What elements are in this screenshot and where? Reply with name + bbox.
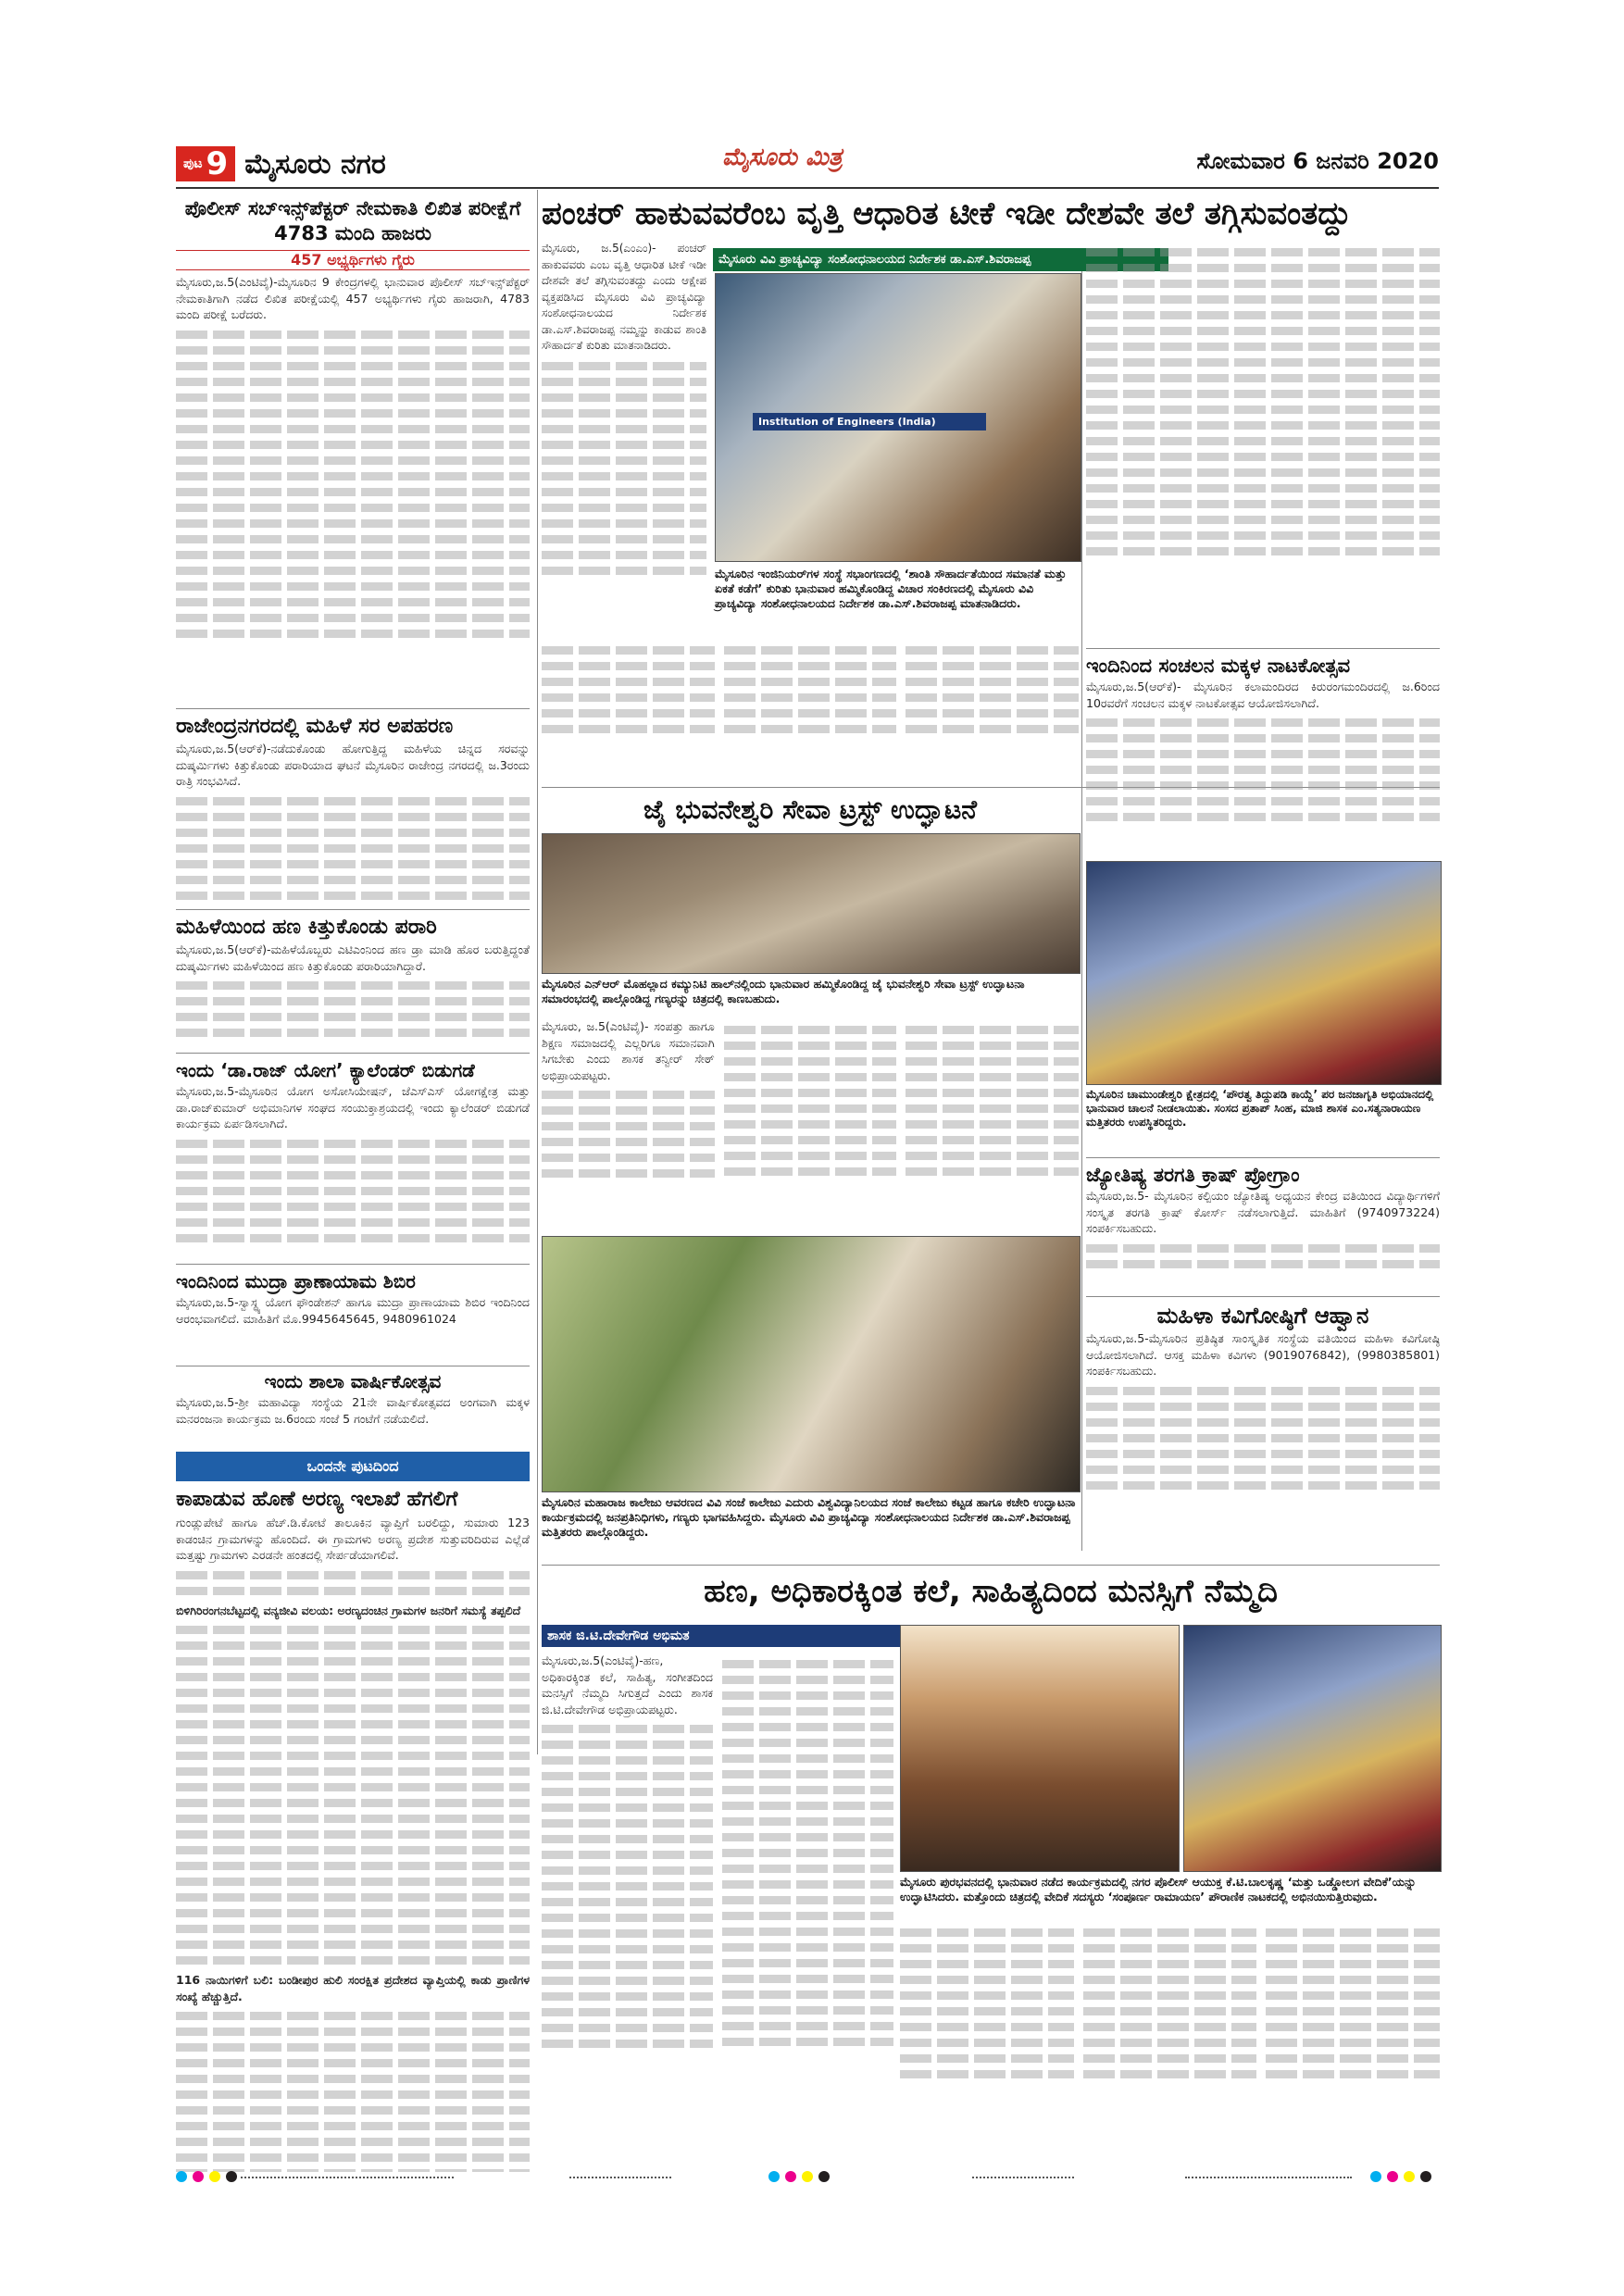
- article-lead: ಗುಂಡ್ಲುಪೇಟೆ ಹಾಗೂ ಹೆಚ್.ಡಿ.ಕೋಟೆ ತಾಲೂಕಿನ ವ್ಯಾಪ್ತಿಗೆ ಬರಲಿದ್ದು, ಸುಮಾರು 123 ಕಾಡಂಚಿನ ಗ್ರಾಮಗಳನ್ನು ಹೊಂದಿದೆ. ಈ ಗ್ರಾಮಗಳು ಅರಣ್ಯ ಪ್ರದೇಶ ಸುತ್ತುವರಿದಿರುವ ಎಲ್ಲೆಡೆ ಮತ್ತಷ್ಟು ಗ್ರಾಮಗಳು ಎರಡನೇ ಹಂತದಲ್ಲಿ ಸೇರ್ಪಡೆಯಾಗಲಿವೆ.: [176, 1516, 530, 1562]
- magenta-mark: [193, 2171, 204, 2182]
- bhuvaneshwari-article-body: [542, 1018, 1079, 1231]
- art-article-left: [542, 1653, 893, 2152]
- divider: [176, 909, 530, 910]
- mudra-camp-article: [176, 1268, 530, 1359]
- article-body: [176, 741, 530, 907]
- police-exam-article: [176, 196, 530, 709]
- photo-banner-text: Institution of Engineers (India): [753, 413, 986, 430]
- yellow-mark: [209, 2171, 220, 2182]
- cyan-mark: [1370, 2171, 1381, 2182]
- puncture-article-lower: [542, 639, 1079, 782]
- article-body: [176, 1515, 530, 2172]
- masthead-rule: [176, 187, 1439, 189]
- photo-caption: ಮೈಸೂರಿನ ಇಂಜಿನಿಯರ್‌ಗಳ ಸಂಸ್ಥೆ ಸಭಾಂಗಣದಲ್ಲಿ ‘ಶಾಂತಿ ಸೌಹಾರ್ದತೆಯಿಂದ ಸಮಾನತೆ ಮತ್ತು ಏಕತೆ ಕಡೆಗೆ’ ಕುರಿತು ಭಾನುವಾರ ಹಮ್ಮಿಕೊಂಡಿದ್ದ ವಿಚಾರ ಸಂಕಿರಣದಲ್ಲಿ ಮೈಸೂರು ವಿವಿ ಪ್ರಾಚ್ಯವಿದ್ಯಾ ಸಂಶೋಧನಾಲಯದ ನಿರ್ದೇಶಕ ಡಾ.ಎಸ್.ಶಿವರಾಜಪ್ಪ ಮಾತನಾಡಿದರು.: [715, 567, 1067, 610]
- divider: [1086, 1296, 1440, 1297]
- headline: ಮಹಿಳಾ ಕವಿಗೋಷ್ಠಿಗೆ ಆಹ್ವಾನ: [1156, 1303, 1369, 1329]
- article-lead: ಮೈಸೂರು,ಜ.5(ಆರ್‌ಕೆ)-ಮಹಿಳೆಯೊಬ್ಬರು ಎಟಿಎಂನಿಂದ ಹಣ ಡ್ರಾ ಮಾಡಿ ಹೊರ ಬರುತ್ತಿದ್ದಂತೆ ದುಷ್ಕರ್ಮಿಗಳು ಮಹಿಳೆಯಿಂದ ಹಣ ಕಿತ್ತುಕೊಂಡು ಪರಾರಿಯಾಗಿದ್ದಾರೆ.: [176, 942, 530, 973]
- black-mark: [226, 2171, 237, 2182]
- seminar-photo: [715, 273, 1081, 562]
- cyan-mark: [176, 2171, 187, 2182]
- headline: ಇಂದು ಶಾಲಾ ವಾರ್ಷಿಕೋತ್ಸವ: [264, 1370, 442, 1392]
- college-event-photo: [542, 1236, 1081, 1492]
- article-body: [176, 274, 530, 709]
- column-divider: [1081, 259, 1082, 1551]
- section-title: ಮೈಸೂರು ನಗರ: [244, 147, 386, 181]
- cyan-mark: [768, 2171, 780, 2182]
- headline: ಹಣ, ಅಧಿಕಾರಕ್ಕಿಂತ ಕಲೆ, ಸಾಹಿತ್ಯದಿಂದ ಮನಸ್ಸಿಗೆ ನೆಮ್ಮದಿ: [704, 1573, 1278, 1610]
- yellow-mark: [1404, 2171, 1415, 2182]
- article-lead: ಮೈಸೂರು,ಜ.5(ಆರ್‌ಕೆ)-ನಡೆದುಕೊಂಡು ಹೋಗುತ್ತಿದ್ದ ಮಹಿಳೆಯ ಚಿನ್ನದ ಸರವನ್ನು ದುಷ್ಕರ್ಮಿಗಳು ಕಿತ್ತುಕೊಂಡು ಪರಾರಿಯಾದ ಘಟನೆ ಮೈಸೂರಿನ ರಾಜೇಂದ್ರ ನಗರದಲ್ಲಿ ಜ.3ರಂದು ರಾತ್ರಿ ಸಂಭವಿಸಿದೆ.: [176, 742, 530, 788]
- masthead-left: [176, 146, 386, 181]
- black-mark: [1420, 2171, 1431, 2182]
- photo-caption: ಮೈಸೂರಿನ ಚಾಮುಂಡೇಶ್ವರಿ ಕ್ಷೇತ್ರದಲ್ಲಿ ‘ಪೌರತ್ವ ತಿದ್ದುಪಡಿ ಕಾಯ್ದೆ’ ಪರ ಜನಜಾಗೃತಿ ಅಭಿಯಾನದಲ್ಲಿ ಭಾನುವಾರ ಚಾಲನೆ ನೀಡಲಾಯಿತು. ಸಂಸದ ಪ್ರತಾಪ್ ಸಿಂಹ, ಮಾಜಿ ಶಾಸಕ ಎಂ.ಸತ್ಯನಾರಾಯಣ ಮತ್ತಿತರರು ಉಪಸ್ಥಿತರಿದ್ದರು.: [1086, 1088, 1434, 1129]
- newspaper-logo: ಮೈಸೂರು ಮಿತ್ರ: [722, 144, 843, 171]
- main-headline: ಪಂಚರ್ ಹಾಕುವವರೆಂಬ ವೃತ್ತಿ ಆಧಾರಿತ ಟೀಕೆ ಇಡೀ ದೇಶವೇ ತಲೆ ತಗ್ಗಿಸುವಂತದ್ದು: [542, 195, 1352, 232]
- article-lead: ಮೈಸೂರು,ಜ.5- ಮೈಸೂರಿನ ಕಲ್ಪಿಯಂ ಜ್ಯೋತಿಷ್ಯ ಅಧ್ಯಯನ ಕೇಂದ್ರ ವತಿಯಿಂದ ವಿದ್ಯಾರ್ಥಿಗಳಿಗೆ ಸಂಸ್ಕೃತ ತರಗತಿ ಕ್ರಾಷ್ ಕೋರ್ಸ್ ನಡೆಸಲಾಗುತ್ತಿದೆ. ಮಾಹಿತಿಗೆ (9740973224) ಸಂಪರ್ಕಿಸಬಹುದು.: [1086, 1189, 1440, 1235]
- yoga-calendar-article: [176, 1057, 530, 1259]
- photo-caption: ಮೈಸೂರಿನ ಎನ್‌ಆರ್ ಮೊಹಲ್ಲಾದ ಕಮ್ಯುನಿಟಿ ಹಾಲ್‌ನಲ್ಲಿಂದು ಭಾನುವಾರ ಹಮ್ಮಿಕೊಂಡಿದ್ದ ಜೈ ಭುವನೇಶ್ವರಿ ಸೇವಾ ಟ್ರಸ್ಟ್ ಉದ್ಘಾಟನಾ ಸಮಾರಂಭದಲ್ಲಿ ಪಾಲ್ಗೊಂಡಿದ್ದ ಗಣ್ಯರನ್ನು ಚಿತ್ರದಲ್ಲಿ ಕಾಣಬಹುದು.: [542, 977, 1025, 1005]
- headline: ಇಂದಿನಿಂದ ಸಂಚಲನ ಮಕ್ಕಳ ನಾಟಕೋತ್ಸವ: [1086, 655, 1351, 677]
- children-drama-article: [1086, 653, 1440, 850]
- headline: ರಾಜೇಂದ್ರನಗರದಲ್ಲಿ ಮಹಿಳೆ ಸರ ಅಪಹರಣ: [176, 715, 454, 738]
- article-subhead: 116 ನಾಯಿಗಳಿಗೆ ಬಲಿ: ಬಂಡೀಪುರ ಹುಲಿ ಸಂರಕ್ಷಿತ ಪ್ರದೇಶದ ವ್ಯಾಪ್ತಿಯಲ್ಲಿ ಕಾಡು ಪ್ರಾಣಿಗಳ ಸಂಖ್ಯೆ ಹೆಚ್ಚುತ್ತಿದೆ.: [176, 1973, 530, 2003]
- art-article-right: [900, 1921, 1440, 2152]
- issue-date: ಸೋಮವಾರ 6 ಜನವರಿ 2020: [1196, 148, 1439, 174]
- headline: ಕಾಪಾಡುವ ಹೊಣೆ ಅರಣ್ಯ ಇಲಾಖೆ ಹೆಗಲಿಗೆ: [176, 1488, 458, 1511]
- article-lead: ಮೈಸೂರು, ಜ.5(ಎಂಟಿವೈ)- ಸಂಪತ್ತು ಹಾಗೂ ಶಿಕ್ಷಣ ಸಮಾಜದಲ್ಲಿ ಎಲ್ಲರಿಗೂ ಸಮಾನವಾಗಿ ಸಿಗಬೇಕು ಎಂದು ಶಾಸಕ ತನ್ವೀರ್ ಸೇಠ್ ಅಭಿಪ್ರಾಯಪಟ್ಟರು.: [542, 1019, 715, 1082]
- divider: [176, 1053, 530, 1054]
- headline: ಇಂದು ‘ಡಾ.ರಾಜ್ ಯೋಗ’ ಕ್ಯಾಲೆಂಡರ್ ಬಿಡುಗಡೆ: [176, 1059, 475, 1081]
- divider: [1086, 648, 1440, 649]
- article-body: [1086, 679, 1440, 850]
- awareness-campaign-photo: [1086, 861, 1442, 1085]
- article-body: [176, 1083, 530, 1259]
- black-mark: [818, 2171, 830, 2182]
- school-day-article: [176, 1368, 530, 1445]
- column-divider: [537, 190, 538, 1754]
- print-dotted-rule: [972, 2177, 1074, 2179]
- article-body: [542, 241, 706, 630]
- headline: ಮಹಿಳೆಯಿಂದ ಹಣ ಕಿತ್ತುಕೊಂಡು ಪರಾರಿ: [176, 916, 437, 939]
- ramayana-drama-photo: [1183, 1625, 1442, 1872]
- article-body: [176, 942, 530, 1048]
- women-poets-article: [1086, 1301, 1440, 1525]
- continued-box-label: ಒಂದನೇ ಪುಟದಿಂದ: [176, 1452, 530, 1481]
- article-lead: ಮೈಸೂರು, ಜ.5(ಎಂಎಂ)- ಪಂಚರ್ ಹಾಕುವವರು ಎಂಬ ವೃತ್ತಿ ಆಧಾರಿತ ಟೀಕೆ ಇಡೀ ದೇಶವೇ ತಲೆ ತಗ್ಗಿಸುವಂತದ್ದು ಎಂದು ಆಕ್ಷೇಪ ವ್ಯಕ್ತಪಡಿಸಿದ ಮೈಸೂರು ವಿವಿ ಪ್ರಾಚ್ಯವಿದ್ಯಾ ಸಂಶೋಧನಾಲಯದ ನಿರ್ದೇಶಕ ಡಾ.ಎಸ್.ಶಿವರಾಜಪ್ಪ ನಮ್ಮನ್ನು ಕಾಡುವ ಶಾಂತಿ ಸೌಹಾರ್ದತೆ ಕುರಿತು ಮಾತನಾಡಿದರು.: [542, 242, 706, 352]
- money-snatch-article: [176, 914, 530, 1048]
- divider: [542, 1565, 1440, 1566]
- headline: ಇಂದಿನಿಂದ ಮುದ್ರಾ ಪ್ರಾಣಾಯಾಮ ಶಿಬಿರ: [176, 1270, 416, 1292]
- photo-caption: ಮೈಸೂರಿನ ಮಹಾರಾಜ ಕಾಲೇಜು ಆವರಣದ ವಿವಿ ಸಂಜೆ ಕಾಲೇಜು ಎದುರು ವಿಶ್ವವಿದ್ಯಾನಿಲಯದ ಸಂಜೆ ಕಾಲೇಜು ಕಟ್ಟಡ ಹಾಗೂ ಕಚೇರಿ ಉದ್ಘಾಟನಾ ಕಾರ್ಯಕ್ರಮದಲ್ಲಿ ಜನಪ್ರತಿನಿಧಿಗಳು, ಗಣ್ಯರು ಭಾಗವಹಿಸಿದ್ದರು. ಮೈಸೂರು ವಿವಿ ಪ್ರಾಚ್ಯವಿದ್ಯಾ ಸಂಶೋಧನಾಲಯದ ನಿರ್ದೇಶಕ ಡಾ.ಎಸ್.ಶಿವರಾಜಪ್ಪ ಮತ್ತಿತರರು ಪಾಲ್ಗೊಂಡಿದ್ದರು.: [542, 1495, 1076, 1539]
- article-lead: ಮೈಸೂರು,ಜ.5-ಸ್ವಾಸ್ಥ್ಯ ಯೋಗ ಫೌಂಡೇಶನ್ ಹಾಗೂ ಮುದ್ರಾ ಪ್ರಾಣಾಯಾಮ ಶಿಬಿರ ಇಂದಿನಿಂದ ಆರಂಭವಾಗಲಿದೆ. ಮಾಹಿತಿಗೆ ಮೊ.9945645645, 9480961024: [176, 1295, 530, 1326]
- magenta-mark: [1387, 2171, 1398, 2182]
- article-body: [1086, 241, 1440, 639]
- print-color-marks: [176, 2171, 237, 2182]
- print-color-marks: [1370, 2171, 1431, 2182]
- article-lead: ಮೈಸೂರು,ಜ.5(ಆರ್‌ಕೆ)- ಮೈಸೂರಿನ ಕಲಾಮಂದಿರದ ಕಿರುರಂಗಮಂದಿರದಲ್ಲಿ ಜ.6ರಿಂದ 10ರವರೆಗೆ ಸಂಚಲನ ಮಕ್ಕಳ ನಾಟಕೋತ್ಸವ ಆಯೋಜಿಸಲಾಗಿದೆ.: [1086, 680, 1440, 710]
- print-dotted-rule: [241, 2177, 454, 2179]
- divider: [176, 708, 530, 709]
- puncture-article-col1: [542, 241, 706, 630]
- trust-inauguration-photo: [542, 833, 1081, 974]
- article-body: [176, 1294, 530, 1359]
- subheadline: ಶಾಸಕ ಜಿ.ಟಿ.ದೇವೇಗೌಡ ಅಭಿಮತ: [542, 1625, 905, 1647]
- headline: ಪೊಲೀಸ್ ಸಬ್‌ಇನ್ಸ್‌ಪೆಕ್ಟರ್ ನೇಮಕಾತಿ ಲಿಖಿತ ಪರೀಕ್ಷೆಗೆ 4783 ಮಂದಿ ಹಾಜರು: [184, 197, 521, 244]
- subheadline: 457 ಅಭ್ಯರ್ಥಿಗಳು ಗೈರು: [176, 250, 530, 270]
- article-body: [1086, 1330, 1440, 1525]
- divider: [176, 1264, 530, 1265]
- article-lead: ಮೈಸೂರು,ಜ.5-ಮೈಸೂರಿನ ಯೋಗ ಅಸೋಸಿಯೇಷನ್, ಜೆಎಸ್‌ಎಸ್ ಯೋಗಕ್ಷೇತ್ರ ಮತ್ತು ಡಾ.ರಾಜ್‌ಕುಮಾರ್ ಅಭಿಮಾನಿಗಳ ಸಂಘದ ಸಂಯುಕ್ತಾಶ್ರಯದಲ್ಲಿ ಇಂದು ಕ್ಯಾಲೆಂಡರ್ ಬಿಡುಗಡೆ ಕಾರ್ಯಕ್ರಮ ಏರ್ಪಡಿಸಲಾಗಿದೆ.: [176, 1084, 530, 1130]
- article-lead: ಮೈಸೂರು,ಜ.5-ಮೈಸೂರಿನ ಪ್ರತಿಷ್ಠಿತ ಸಾಂಸ್ಕೃತಿಕ ಸಂಸ್ಥೆಯ ವತಿಯಿಂದ ಮಹಿಳಾ ಕವಿಗೋಷ್ಠಿ ಆಯೋಜಿಸಲಾಗಿದೆ. ಆಸಕ್ತ ಮಹಿಳಾ ಕವಿಗಳು (9019076842), (9980385801) ಸಂಪರ್ಕಿಸಬಹುದು.: [1086, 1331, 1440, 1378]
- headline: ಜ್ಯೋತಿಷ್ಯ ತರಗತಿ ಕ್ರಾಷ್ ಪ್ರೋಗ್ರಾಂ: [1086, 1164, 1300, 1186]
- article-lead: ಮೈಸೂರು,ಜ.5(ಎಂಟಿವೈ)-ಮೈಸೂರಿನ 9 ಕೇಂದ್ರಗಳಲ್ಲಿ ಭಾನುವಾರ ಪೊಲೀಸ್ ಸಬ್‌ಇನ್ಸ್‌ಪೆಕ್ಟರ್ ನೇಮಕಾತಿಗಾಗಿ ನಡೆದ ಲಿಖಿತ ಪರೀಕ್ಷೆಯಲ್ಲಿ 457 ಅಭ್ಯರ್ಥಿಗಳು ಗೈರು ಹಾಜರಾಗಿ, 4783 ಮಂದಿ ಪರೀಕ್ಷೆ ಬರೆದರು.: [176, 275, 530, 321]
- speaker-banner: ಮೈಸೂರು ವಿವಿ ಪ್ರಾಚ್ಯವಿದ್ಯಾ ಸಂಶೋಧನಾಲಯದ ನಿರ್ದೇಶಕ ಡಾ.ಎಸ್.ಶಿವರಾಜಪ್ಪ: [713, 248, 1168, 271]
- article-lead: ಮೈಸೂರು,ಜ.5-ಶ್ರೀ ಮಹಾವಿದ್ಯಾ ಸಂಸ್ಥೆಯ 21ನೇ ವಾರ್ಷಿಕೋತ್ಸವದ ಅಂಗವಾಗಿ ಮಕ್ಕಳ ಮನರಂಜನಾ ಕಾರ್ಯಕ್ರಮ ಜ.6ರಂದು ಸಂಜೆ 5 ಗಂಟೆಗೆ ನಡೆಯಲಿದೆ.: [176, 1395, 530, 1426]
- page-number: 9: [206, 145, 229, 182]
- town-hall-event-photo: [900, 1625, 1180, 1872]
- astrology-article: [1086, 1162, 1440, 1290]
- print-dotted-rule: [569, 2177, 671, 2179]
- magenta-mark: [785, 2171, 796, 2182]
- article-body: [176, 1394, 530, 1445]
- yellow-mark: [802, 2171, 813, 2182]
- headline: ಜೈ ಭುವನೇಶ್ವರಿ ಸೇವಾ ಟ್ರಸ್ಟ್ ಉದ್ಘಾಟನೆ: [643, 794, 977, 825]
- print-color-marks: [768, 2171, 830, 2182]
- article-body: [1086, 1188, 1440, 1290]
- article-lead: ಮೈಸೂರು,ಜ.5(ಎಂಟಿವೈ)-ಹಣ, ಅಧಿಕಾರಕ್ಕಿಂತ ಕಲೆ, ಸಾಹಿತ್ಯ, ಸಂಗೀತದಿಂದ ಮನಸ್ಸಿಗೆ ನೆಮ್ಮದಿ ಸಿಗುತ್ತದೆ ಎಂದು ಶಾಸಕ ಜಿ.ಟಿ.ದೇವೇಗೌಡ ಅಭಿಪ್ರಾಯಪಟ್ಟರು.: [542, 1653, 713, 1716]
- page-label: ಪುಟ: [183, 156, 203, 171]
- chain-theft-article: [176, 713, 530, 907]
- article-subhead: ಬಿಳಿಗಿರಿರಂಗನಬೆಟ್ಟದಲ್ಲಿ ವನ್ಯಜೀವಿ ವಲಯ: ಅರಣ್ಯದಂಚಿನ ಗ್ರಾಮಗಳ ಜನರಿಗೆ ಸಮಸ್ಯೆ ತಪ್ಪಲಿದೆ: [176, 1603, 521, 1617]
- puncture-article-col-right: [1086, 241, 1440, 639]
- divider: [1086, 1157, 1440, 1158]
- forest-article: [176, 1452, 530, 2172]
- print-dotted-rule: [1185, 2177, 1352, 2179]
- photo-caption: ಮೈಸೂರು ಪುರಭವನದಲ್ಲಿ ಭಾನುವಾರ ನಡೆದ ಕಾರ್ಯಕ್ರಮದಲ್ಲಿ ನಗರ ಪೊಲೀಸ್ ಆಯುಕ್ತ ಕೆ.ಟಿ.ಬಾಲಕೃಷ್ಣ ‘ಮತ್ತು ಒಡ್ಡೋಲಗ ವೇದಿಕೆ’ಯನ್ನು ಉದ್ಘಾಟಿಸಿದರು. ಮತ್ತೊಂದು ಚಿತ್ರದಲ್ಲಿ ವೇದಿಕೆ ಸದಸ್ಯರು ‘ಸಂಪೂರ್ಣ ರಾಮಾಯಣ’ ಪೌರಾಣಿಕ ನಾಟಕದಲ್ಲಿ ಅಭಿನಯಿಸುತ್ತಿರುವುದು.: [900, 1875, 1417, 1903]
- page-number-box: [176, 146, 235, 181]
